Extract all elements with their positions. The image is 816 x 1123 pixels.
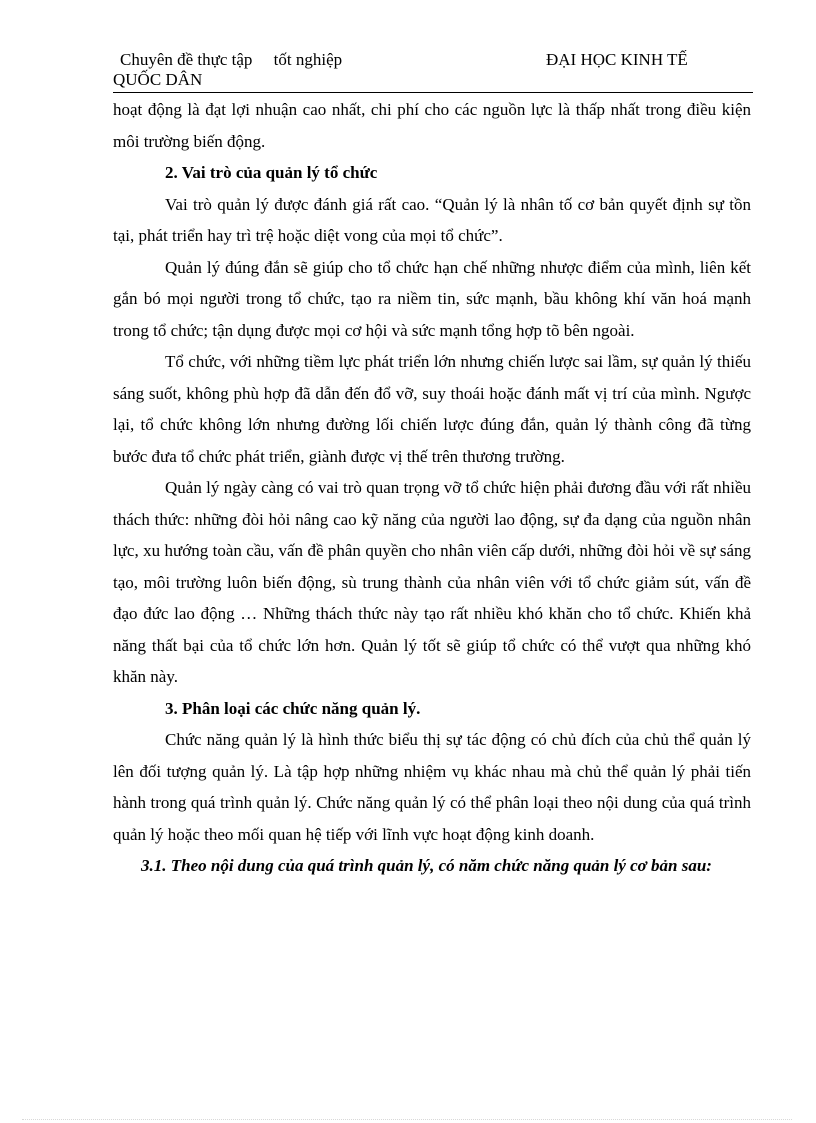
paragraph-functions-definition: Chức năng quản lý là hình thức biểu thị sự tác động có chủ đích của chủ thể quản lý lên đối tượng quản lý. Là tập hợp những nhiệm vụ khác nhau mà chủ thể quản lý phải tiến hành trong quá trình quản lý. Chức năng quản lý có thể phân loại theo nội dung của quá trình quản lý hoặc theo mối quan hệ tiếp với lĩnh vực hoạt động kinh doanh. xyxy=(113,730,751,844)
paragraph-continuation: hoạt động là đạt lợi nhuận cao nhất, chi phí cho các nguồn lực là thấp nhất trong điều kiện môi trường biến động. xyxy=(113,100,751,151)
section-heading-2: 2. Vai trò của quản lý tổ chức xyxy=(165,163,378,182)
footer-divider xyxy=(22,1119,792,1120)
header-divider xyxy=(113,92,753,93)
section-heading-3: 3. Phân loại các chức năng quản lý. xyxy=(165,698,421,718)
header-left-text: Chuyên đề thực tập tốt nghiệp xyxy=(120,50,343,69)
header-continuation-text: QUỐC DÂN xyxy=(113,70,203,89)
paragraph-role-benefits: Quản lý đúng đắn sẽ giúp cho tổ chức hạn chế những nhược điểm của mình, liên kết gắn bó mọi người trong tổ chức, tạo ra niềm tin, sức mạnh, bầu không khí văn hoá mạnh trong tổ chức; tận dụng được mọi cơ hội và sức mạnh tổng hợp tõ bên ngoài. xyxy=(113,257,751,340)
subsection-heading-3-1: 3.1. Theo nội dung của quá trình quản lý, có năm chức năng quản lý cơ bản sau: xyxy=(141,856,712,875)
paragraph-role-challenges: Quản lý ngày càng có vai trò quan trọng vỡ tổ chức hiện phải đương đầu với rất nhiều thách thức: những đòi hỏi nâng cao kỹ năng của người lao động, sự đa dạng của nguồn nhân lực, xu hướng toàn cầu, vấn đề phân quyền cho nhân viên cấp dưới, những đòi hỏi về sự sáng tạo, môi trường luôn biến động, sù trung thành của nhân viên với tổ chức giảm sút, vấn đề đạo đức lao động … Những thách thức này tạo rất nhiều khó khăn cho tổ chức. Khiến khả năng thất bại của tổ chức lớn hơn. Quản lý tốt sẽ giúp tổ chức có thể vượt qua những khó khăn này. xyxy=(113,478,751,686)
paragraph-role-intro: Vai trò quản lý được đánh giá rất cao. “Quản lý là nhân tố cơ bản quyết định sự tồn tại, phát triển hay trì trệ hoặc diệt vong của mọi tổ chức”. xyxy=(113,194,751,245)
header-right-text: ĐẠI HỌC KINH TẾ xyxy=(546,50,688,69)
document-body xyxy=(113,94,751,882)
paragraph-role-examples: Tổ chức, với những tiềm lực phát triển lớn nhưng chiến lược sai lầm, sự quản lý thiếu sáng suốt, không phù hợp đã dẫn đến đổ vỡ, suy thoái hoặc đánh mất vị trí của mình. Ngược lại, tổ chức không lớn nhưng đường lối chiến lược đúng đắn, quản lý thành công đã từng bước đưa tổ chức phát triển, giành được vị thế trên thương trường. xyxy=(113,352,751,466)
